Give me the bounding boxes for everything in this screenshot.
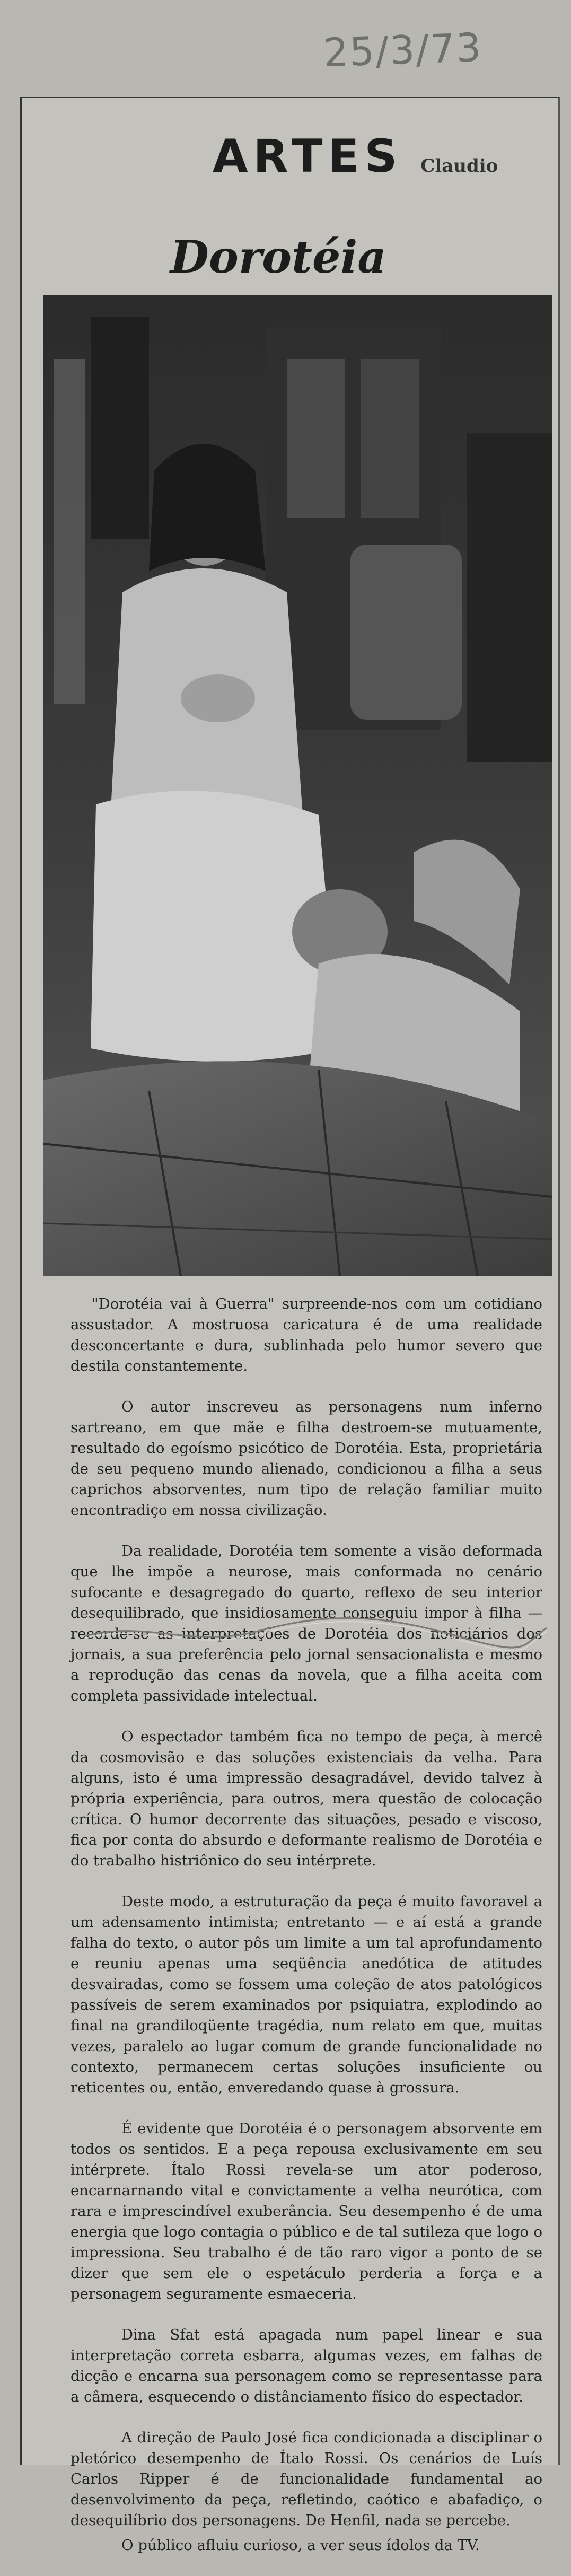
article-paragraph: O público afluiu curioso, a ver seus ídolos da TV. — [121, 2537, 480, 2554]
article-paragraph: A direção de Paulo José fica condicionada a disciplinar o pletórico desempenho de Ítalo Rossi. Os cenários de Luís Carlos Ripper é de funcionalidade fundamental ao desenvolvimento da peça, refletindo, caótico e abafadiço, o desequilíbrio dos personagens. De Henfil, nada se percebe. — [71, 2429, 542, 2529]
scene-photo — [43, 295, 552, 1276]
article-headline: Dorotéia — [170, 231, 386, 283]
scene-photo-icon — [43, 295, 552, 1276]
article-paragraph: Deste modo, a estruturação da peça é muito favoravel a um adensamento intimista; entretanto — e aí está a grande falha do texto, o autor pôs um limite a um tal aprofundamento e reuniu apenas uma seqüência anedótica de atitudes desvairadas, como se fossem uma coleção de atos patológicos passíveis de serem examinados por psiquiatra, explodindo ao final na grandiloqüente tragédia, num relato em que, muitas vezes, paralelo ao lugar comum de grande funcionalidade no contexto, permanecem certas soluções insuficiente ou reticentes ou, então, enveredando quase à grossura. — [71, 1893, 542, 2096]
handwritten-date: 25/3/73 — [322, 24, 483, 76]
article-paragraph: O espectador também fica no tempo de peça, à mercê da cosmovisão e das soluções existenciais da velha. Para alguns, isto é uma impressão desagradável, devido talvez à própria experiência, para outros, mera questão de colocação crítica. O humor decorrente das situações, pesado e viscoso, fica por conta do absurdo e deformante realismo de Dorotéia e do trabalho histriônico do seu intérprete. — [71, 1728, 542, 1869]
article-paragraph: Dina Sfat está apagada num papel linear e sua interpretação correta esbarra, algumas vezes, em falhas de dicção e encarna sua personagem como se representasse para a câmera, esquecendo o distânciamento físico do espectador. — [71, 2326, 542, 2405]
author-byline: Claudio — [420, 155, 498, 177]
article-paragraph: "Dorotéia vai à Guerra" surpreende-nos com um cotidiano assustador. A mostruosa caricatura é de uma realidade desconcertante e dura, sublinhada pelo humor severo que destila constantemente. — [71, 1295, 542, 1374]
article-paragraph: É evidente que Dorotéia é o personagem absorvente em todos os sentidos. E a peça repousa exclusivamente em seu intérprete. Ítalo Rossi revela-se um ator poderoso, encarnarnando vital e convictamente a velha neurótica, com rara e imprescindível exuberância. Seu desempenho é de uma energia que logo contagia o público e de tal sutileza que logo o impressiona. Seu trabalho é de tão raro vigor a ponto de se dizer que sem ele o espetáculo perderia a força e a personagem seguramente esmaeceria. — [71, 2120, 542, 2302]
section-title: ARTES — [213, 130, 403, 183]
masthead — [213, 130, 498, 183]
article-paragraph: O autor inscreveu as personagens num inferno sartreano, em que mãe e filha destroem-se mutuamente, resultado do egoísmo psicótico de Dorotéia. Esta, proprietária de seu pequeno mundo alienado, condicionou a filha a seus caprichos absorventes, num tipo de relação familiar muito encontradiço em nossa civilização. — [71, 1398, 542, 1519]
newspaper-clipping — [20, 97, 560, 2554]
article-paragraph: Da realidade, Dorotéia tem somente a visão deformada que lhe impõe a neurose, mais conformada no cenário sufocante e desagregado do quarto, reflexo de seu interior desequilibrado, que insidiosamente conseguiu impor à filha — recorde-se as interpretações de Dorotéia dos noticiários dos jornais, a sua preferência pelo jornal sensacionalista e mesmo a reprodução das cenas da novela, que a filha aceita com completa passividade intelectual. — [71, 1543, 542, 1704]
article-body — [71, 1294, 542, 2576]
